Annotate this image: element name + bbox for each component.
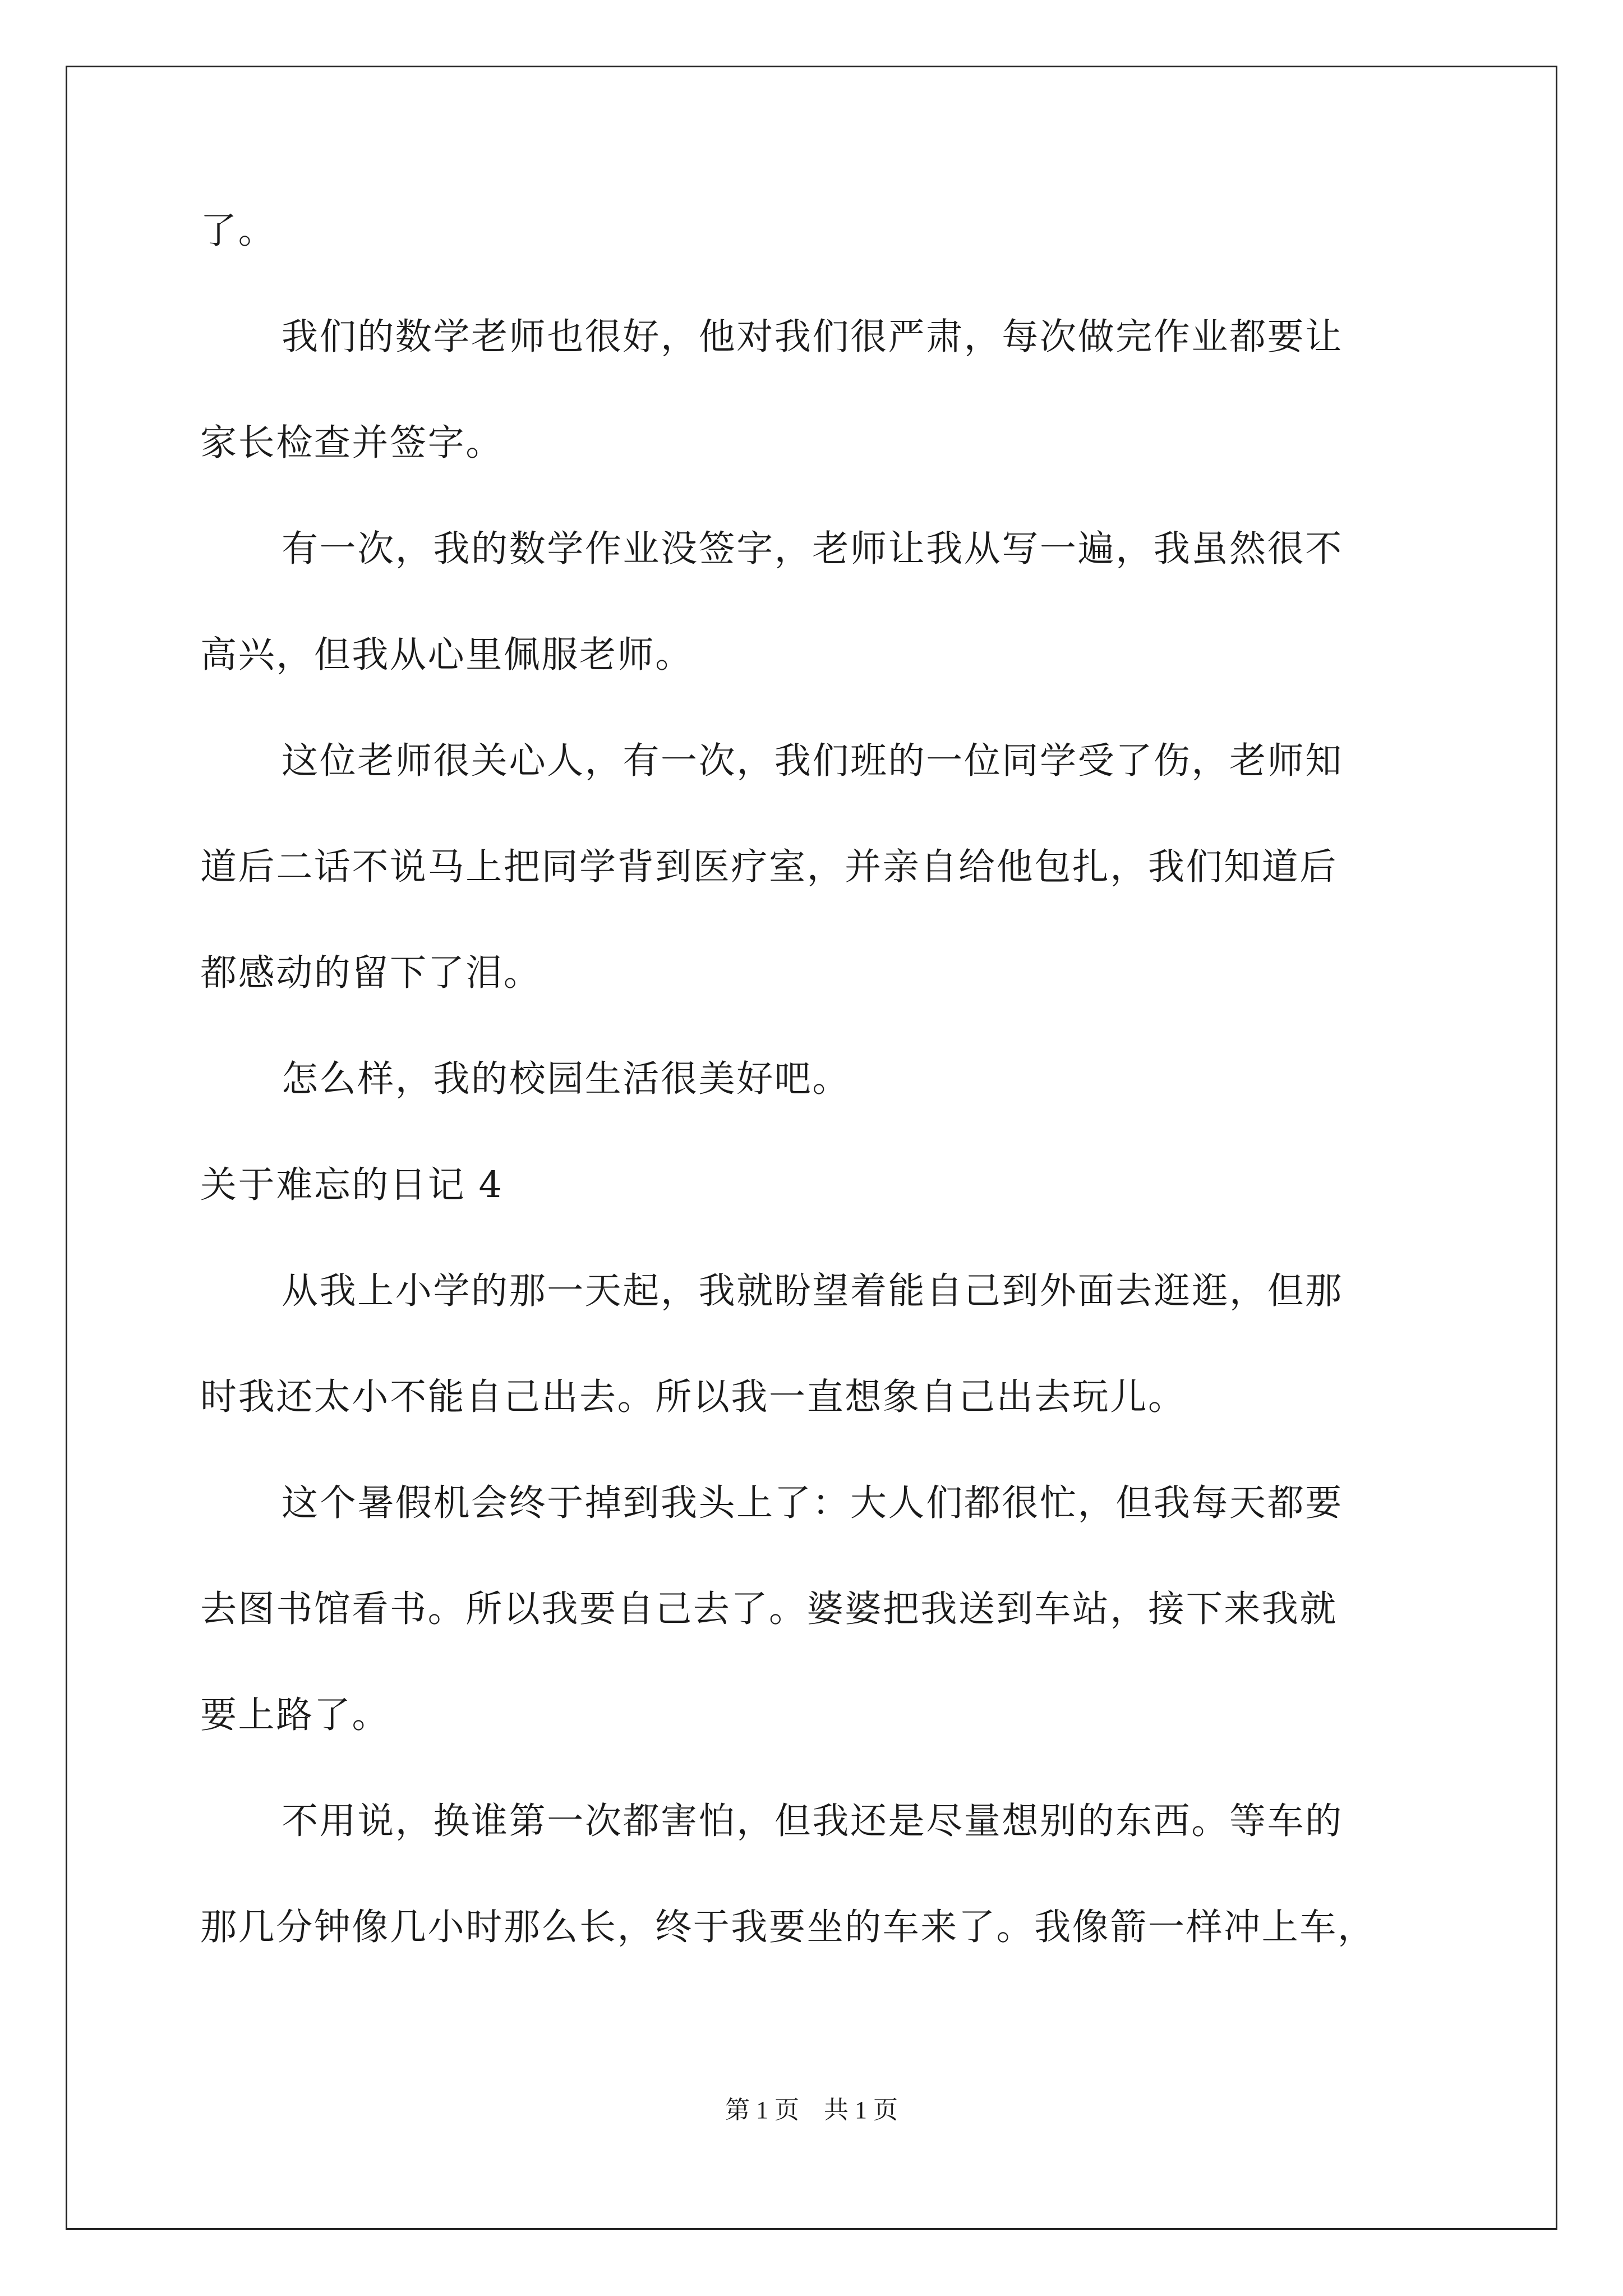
text-line: 从我上小学的那一天起，我就盼望着能自己到外面去逛逛，但那 — [282, 1270, 1343, 1312]
text-line: 高兴，但我从心里佩服老师。 — [200, 634, 693, 676]
text-line: 家长检查并签字。 — [200, 422, 504, 464]
text-line: 这位老师很关心人，有一次，我们班的一位同学受了伤，老师知 — [282, 740, 1343, 782]
text-line: 那几分钟像几小时那么长，终于我要坐的车来了。我像箭一样冲上车， — [200, 1906, 1376, 1948]
text-line: 要上路了。 — [200, 1694, 390, 1736]
text-line: 时我还太小不能自己出去。所以我一直想象自己出去玩儿。 — [200, 1376, 1186, 1418]
section-heading: 关于难忘的日记 4 — [200, 1164, 504, 1206]
text-line: 我们的数学老师也很好，他对我们很严肃，每次做完作业都要让 — [282, 316, 1343, 358]
text-line: 这个暑假机会终于掉到我头上了：大人们都很忙，但我每天都要 — [282, 1482, 1343, 1524]
text-line: 怎么样，我的校园生活很美好吧。 — [282, 1058, 851, 1100]
text-line: 都感动的留下了泪。 — [200, 952, 542, 994]
page-footer — [0, 2093, 1623, 2127]
text-line: 了。 — [200, 210, 276, 252]
page-total: 共 1 页 — [824, 2096, 898, 2124]
page-number: 第 1 页 — [725, 2096, 799, 2124]
text-line: 道后二话不说马上把同学背到医疗室，并亲自给他包扎，我们知道后 — [200, 846, 1338, 888]
text-line: 不用说，换谁第一次都害怕，但我还是尽量想别的东西。等车的 — [282, 1800, 1343, 1842]
text-line: 去图书馆看书。所以我要自己去了。婆婆把我送到车站，接下来我就 — [200, 1588, 1338, 1630]
text-line: 有一次，我的数学作业没签字，老师让我从写一遍，我虽然很不 — [282, 528, 1343, 570]
